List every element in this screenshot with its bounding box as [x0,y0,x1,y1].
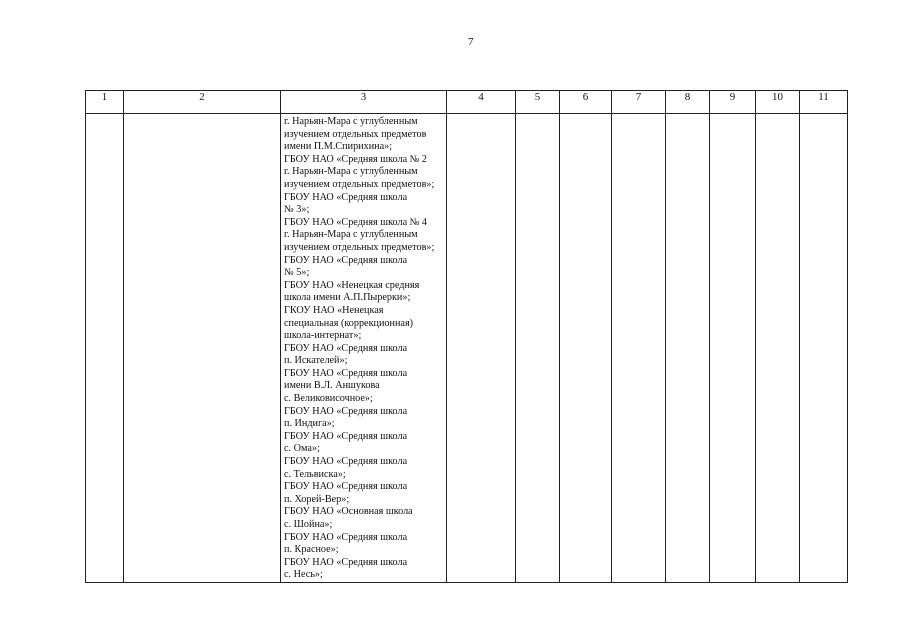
text-line: с. Великовисочное»; [284,393,373,405]
text-line: ГБОУ НАО «Средняя школа № 4 [284,216,427,228]
text-line: школа имени А.П.Пырерки»; [284,292,411,304]
text-line: с. Шойна»; [284,519,333,530]
column-header: 6 [560,91,612,114]
table-body-row [86,114,848,583]
text-line: № 5»; [284,267,310,279]
school-list-cell [281,114,447,583]
text-line: изучением отдельных предметов [284,128,427,140]
text-line: специальная (коррекционная) [284,317,414,329]
column-header: 1 [86,91,124,114]
table-cell [516,114,560,583]
text-line: ГБОУ НАО «Средняя школа № 2 [284,153,427,165]
table-cell [86,114,124,583]
text-line: имени В.Л. Аншукова [284,380,380,392]
text-line: п. Хорей-Вер»; [284,493,350,505]
column-header: 8 [666,91,710,114]
table-cell [800,114,848,583]
text-line: ГБОУ НАО «Средняя школа [284,367,408,379]
text-line: ГБОУ НАО «Средняя школа [284,191,408,203]
text-line: изучением отдельных предметов»; [284,241,435,253]
text-line: ГБОУ НАО «Средняя школа [284,405,408,417]
table-header-row [86,91,848,114]
column-header: 9 [710,91,756,114]
text-line: с. Несь»; [284,569,323,581]
column-header: 7 [612,91,666,114]
table-cell [124,114,281,583]
text-line: № 3»; [284,204,310,216]
text-line: ГБОУ НАО «Средняя школа [284,430,408,442]
table-cell [756,114,800,583]
text-line: имени П.М.Спирихина»; [284,141,393,153]
table-cell [710,114,756,583]
document-table [85,90,848,583]
text-line: изучением отдельных предметов»; [284,178,435,190]
text-line: ГБОУ НАО «Средняя школа [284,531,408,543]
column-header: 4 [447,91,516,114]
text-line: школа-интернат»; [284,330,362,342]
table-cell [666,114,710,583]
text-line: ГБОУ НАО «Средняя школа [284,254,408,266]
column-header: 5 [516,91,560,114]
text-line: п. Индига»; [284,418,335,430]
text-line: ГБОУ НАО «Средняя школа [284,481,408,493]
text-line: г. Нарьян-Мара с углубленным [284,229,418,241]
text-line: п. Красное»; [284,544,339,556]
text-line: г. Нарьян-Мара с углубленным [284,166,418,178]
text-line: с. Ома»; [284,443,320,455]
column-header: 10 [756,91,800,114]
text-line: г. Нарьян-Мара с углубленным [284,116,418,127]
text-line: с. Тельвиска»; [284,468,346,480]
text-line: п. Искателей»; [284,355,348,367]
column-header: 11 [800,91,848,114]
text-line: ГКОУ НАО «Ненецкая [284,304,384,316]
table-cell [560,114,612,583]
column-header: 2 [124,91,281,114]
text-line: ГБОУ НАО «Средняя школа [284,456,408,468]
text-line: ГБОУ НАО «Ненецкая средняя [284,279,420,291]
table-cell [612,114,666,583]
table-cell [447,114,516,583]
text-line: ГБОУ НАО «Средняя школа [284,342,408,354]
text-line: ГБОУ НАО «Основная школа [284,506,413,518]
text-line: ГБОУ НАО «Средняя школа [284,556,408,568]
page-number: 7 [468,36,474,48]
column-header: 3 [281,91,447,114]
